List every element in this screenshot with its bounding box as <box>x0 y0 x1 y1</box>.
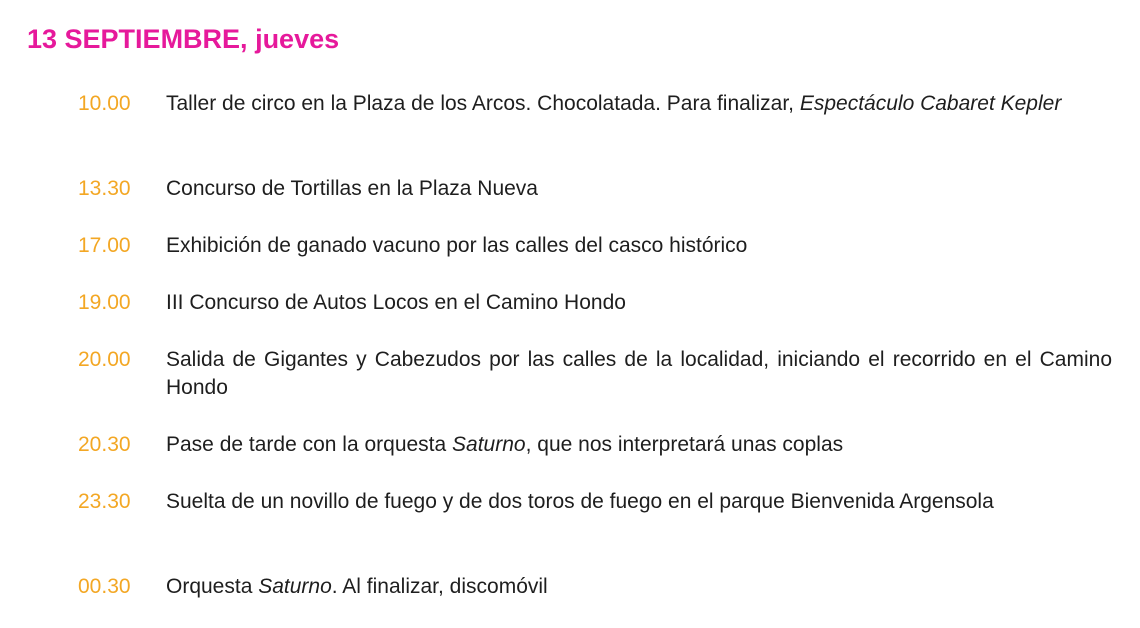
event-description <box>166 232 1112 260</box>
event-time: 10.00 <box>78 92 131 115</box>
event-description <box>166 90 1112 118</box>
event-text: Pase de tarde con la orquesta <box>166 433 453 456</box>
event-time: 13.30 <box>78 177 131 200</box>
event-italic-text: Saturno <box>258 575 332 598</box>
event-description <box>166 488 1112 516</box>
event-description <box>166 346 1112 402</box>
day-title: 13 SEPTIEMBRE, jueves <box>27 24 340 54</box>
event-item <box>78 175 1112 203</box>
event-text: Suelta de un novillo de fuego y de dos toros de fuego en el parque Bienvenida Argensola <box>166 490 994 513</box>
event-time: 20.00 <box>78 348 131 371</box>
event-text: Taller de circo en la Plaza de los Arcos. Chocolatada. Para finalizar, <box>166 92 800 115</box>
event-text: Salida de Gigantes y Cabezudos por las calles de la localidad, iniciando el recorrido en el Camino Hondo <box>166 348 1112 399</box>
event-time: 20.30 <box>78 433 131 456</box>
event-description <box>166 431 1112 459</box>
event-time: 00.30 <box>78 575 131 598</box>
event-text: III Concurso de Autos Locos en el Camino Hondo <box>166 291 626 314</box>
event-item <box>78 90 1112 118</box>
event-text-suffix: , que nos interpretará unas coplas <box>525 433 844 456</box>
event-text: Exhibición de ganado vacuno por las calles del casco histórico <box>166 234 748 257</box>
event-description <box>166 573 1112 601</box>
event-item <box>78 346 1112 402</box>
event-time: 17.00 <box>78 234 131 257</box>
event-item <box>78 289 1112 317</box>
event-item <box>78 488 1112 516</box>
event-italic-text: Saturno <box>452 433 526 456</box>
event-description <box>166 289 1112 317</box>
event-item <box>78 232 1112 260</box>
event-time: 19.00 <box>78 291 131 314</box>
event-item <box>78 431 1112 459</box>
event-text: Concurso de Tortillas en la Plaza Nueva <box>166 177 538 200</box>
event-time: 23.30 <box>78 490 131 513</box>
event-item <box>78 573 1112 601</box>
event-text-suffix: . Al finalizar, discomóvil <box>331 575 548 598</box>
event-description <box>166 175 1112 203</box>
event-text: Orquesta <box>166 575 259 598</box>
event-italic-text: Espectáculo Cabaret Kepler <box>799 92 1062 115</box>
